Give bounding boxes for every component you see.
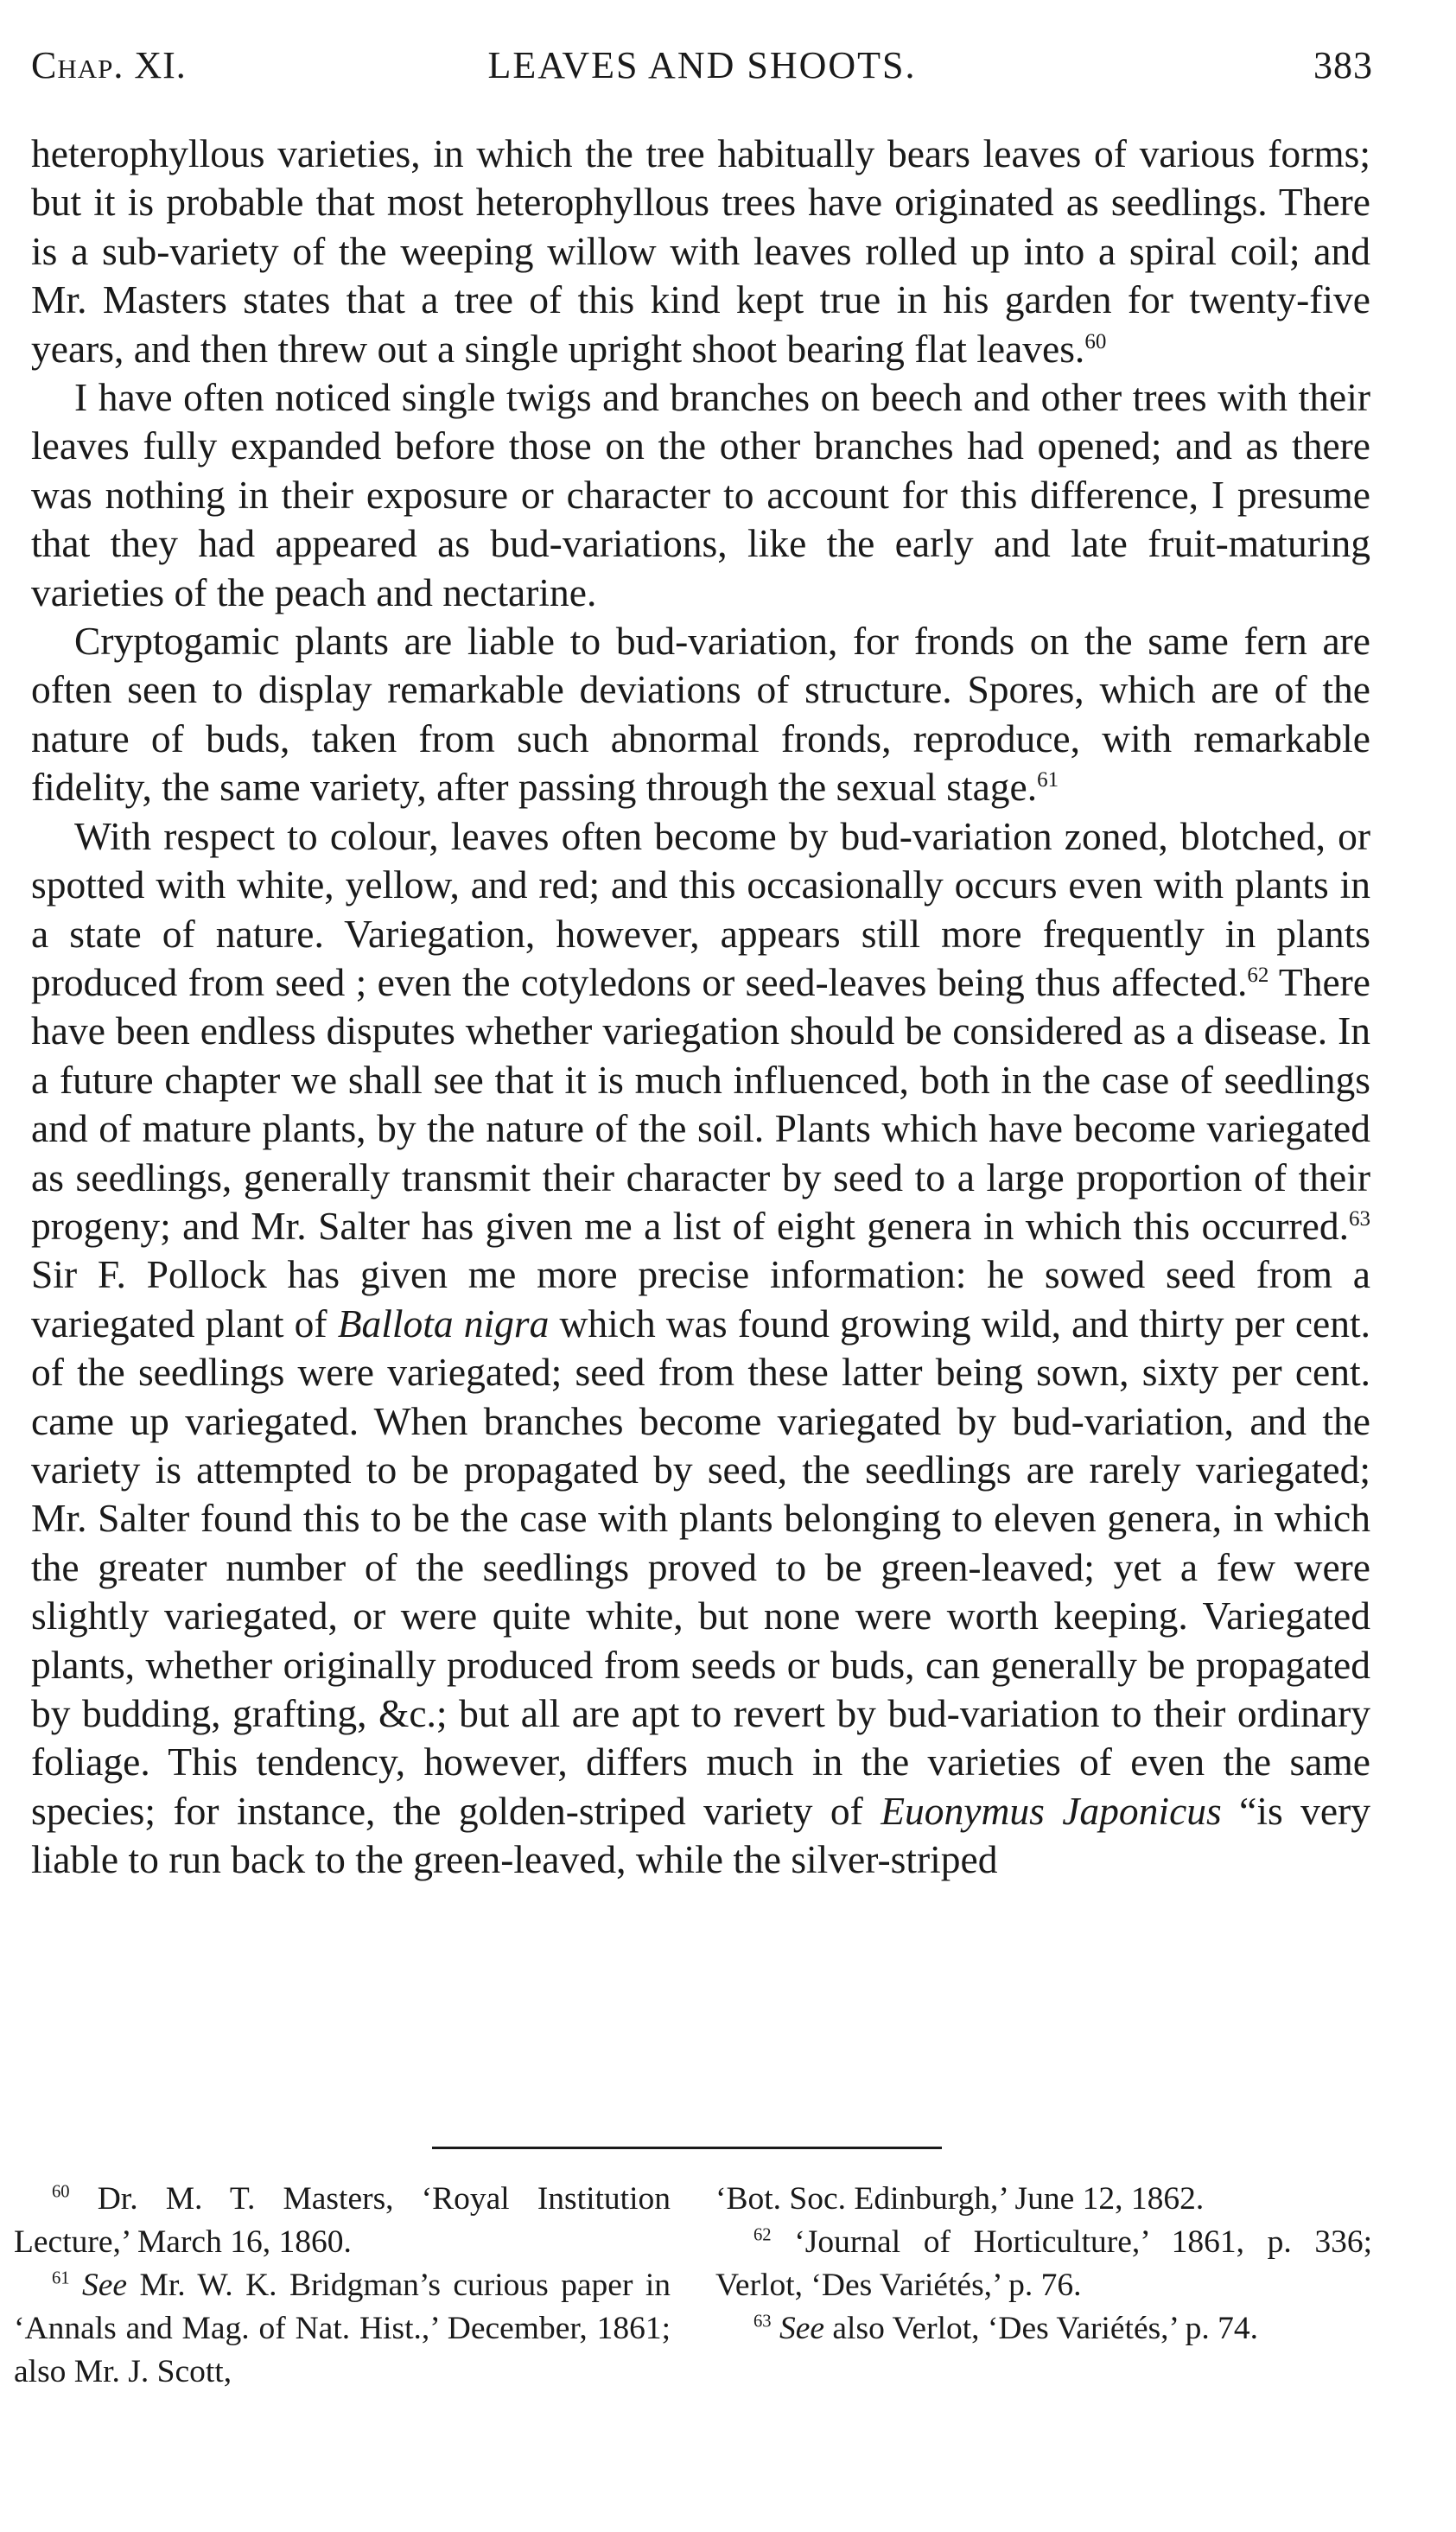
footnote-number-60: 60 bbox=[52, 2182, 70, 2202]
paragraph-1 bbox=[31, 130, 1370, 373]
paragraph-4-text-a: With respect to colour, leaves often become by bud-variation zoned, blotched, or spotted with white, yellow, and red; and this occasionally occurs even with plants in a state of nature. Variegation, however, appears still more frequently in plants produced from seed ; even the cotyledons or seed-leaves being thus affected. bbox=[31, 813, 1370, 1004]
footnote-63-see: See bbox=[779, 2311, 825, 2346]
chapter-label: Chap. XI. bbox=[31, 44, 187, 86]
species-name-ballota: Ballota nigra bbox=[337, 1301, 550, 1346]
footnote-62 bbox=[715, 2221, 1372, 2307]
paragraph-4-text-d: which was found growing wild, and thirty per cent. of the seedlings were variegated; seed from these latter being sown, sixty per cent. came up variegated. When branches become variegated by bud-variation, and the variety is attempted to be propagated by seed, the seedlings are rarely variegated; Mr. Salter found this to be the case with plants belonging to eleven genera, in which the greater number of the seedlings proved to be green-leaved; yet a few were slightly variegated, or were quite white, but none were worth keeping. Variegated plants, whether originally produced from seeds or buds, can generally be propagated by budding, grafting, &c.; but all are apt to revert by bud-variation to their ordinary foliage. This tendency, however, differs much in the varieties of even the same species; for instance, the golden-striped variety of bbox=[31, 1301, 1370, 1833]
paragraph-1-text: heterophyllous varieties, in which the tree habitually bears leaves of various forms; but it is probable that most heterophyllous trees have originated as seedlings. There is a sub-variety of the weeping willow with leaves rolled up into a spiral coil; and Mr. Masters states that a tree of this kind kept true in his garden for twenty-five years, and then threw out a single upright shoot bearing flat leaves. bbox=[31, 131, 1370, 371]
footnote-63-text: also Verlot, ‘Des Variétés,’ p. 74. bbox=[824, 2311, 1259, 2346]
footnote-number-62: 62 bbox=[753, 2225, 772, 2245]
species-name-euonymus: Euonymus Japonicus bbox=[881, 1788, 1222, 1833]
paragraph-2-text: I have often noticed single twigs and branches on beech and other trees with their leaves fully expanded before those on the other branches had opened; and as there was nothing in their exposure or character to account for this difference, I presume that they had appeared as bud-variations, like the early and late fruit-maturing varieties of the peach and nectarine. bbox=[31, 375, 1370, 614]
paragraph-4-text-c: Sir F. Pollock has given me more precise information: he sowed seed from a variegated plant of bbox=[31, 1252, 1370, 1346]
footnote-61 bbox=[14, 2264, 671, 2394]
footnote-61-text: Mr. W. K. Bridgman’s curious paper in ‘Annals and Mag. of Nat. Hist.,’ December, 1861; also Mr. J. Scott, bbox=[14, 2268, 671, 2389]
page-title: LEAVES AND SHOOTS. bbox=[487, 44, 917, 86]
footnote-number-63: 63 bbox=[753, 2312, 772, 2332]
footnote-61-see: See bbox=[82, 2268, 128, 2303]
footnote-60 bbox=[14, 2178, 671, 2264]
footnote-ref-61: 61 bbox=[1037, 768, 1059, 792]
footnote-column-right bbox=[715, 2178, 1372, 2351]
footnote-divider bbox=[432, 2147, 942, 2149]
paragraph-3 bbox=[31, 617, 1370, 812]
page-number: 383 bbox=[1313, 44, 1373, 86]
footnote-ref-63: 63 bbox=[1348, 1206, 1370, 1231]
body-text bbox=[31, 130, 1370, 1885]
running-head bbox=[31, 43, 1373, 95]
footnote-61-continued bbox=[715, 2178, 1372, 2221]
footnote-column-left bbox=[14, 2178, 671, 2394]
footnote-number-61: 61 bbox=[52, 2268, 70, 2288]
footnote-62-text: ‘Journal of Horticulture,’ 1861, p. 336; Verlot, ‘Des Variétés,’ p. 76. bbox=[715, 2224, 1372, 2303]
footnote-60-text: Dr. M. T. Masters, ‘Royal Institution Lecture,’ March 16, 1860. bbox=[14, 2181, 671, 2260]
paragraph-2 bbox=[31, 373, 1370, 617]
footnote-63 bbox=[715, 2307, 1372, 2351]
footnote-ref-62: 62 bbox=[1247, 963, 1269, 987]
footnote-ref-60: 60 bbox=[1084, 329, 1107, 353]
paragraph-4-text-e: “is very liable to run back to the green-leaved, while the silver-striped bbox=[31, 1788, 1370, 1882]
footnote-61-continued-text: ‘Bot. Soc. Edinburgh,’ June 12, 1862. bbox=[715, 2181, 1205, 2217]
paragraph-4 bbox=[31, 812, 1370, 1885]
paragraph-3-text: Cryptogamic plants are liable to bud-variation, for fronds on the same fern are often seen to display remarkable deviations of structure. Spores, which are of the nature of buds, taken from such abnormal fronds, reproduce, with remarkable fidelity, the same variety, after passing through the sexual stage. bbox=[31, 619, 1370, 810]
paragraph-4-text-b: There have been endless disputes whether variegation should be considered as a disease. In a future chapter we shall see that it is much influenced, both in the case of seedlings and of mature plants, by the nature of the soil. Plants which have become variegated as seedlings, generally transmit their character by seed to a large proportion of their progeny; and Mr. Salter has given me a list of eight genera in which this occurred. bbox=[31, 959, 1370, 1248]
